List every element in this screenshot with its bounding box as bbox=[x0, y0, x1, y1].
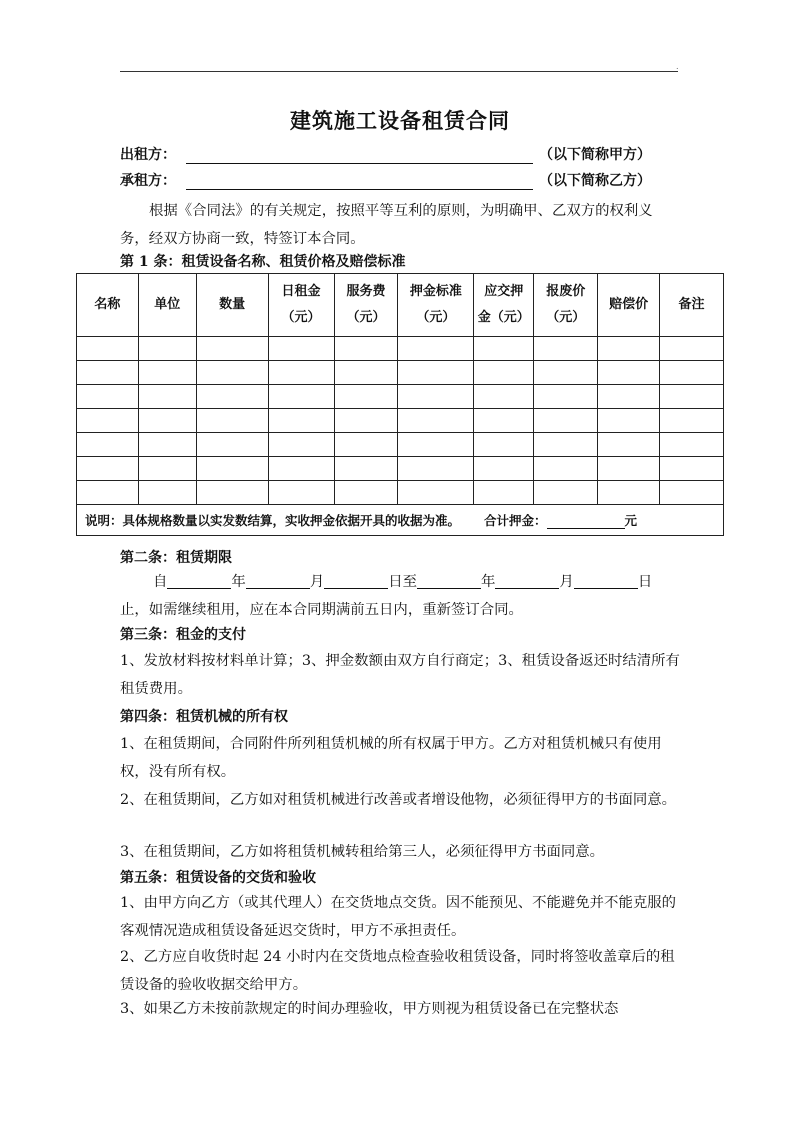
column-header-label: 押金标准 bbox=[409, 284, 462, 299]
table-note-row bbox=[77, 505, 724, 536]
column-header-label: 服务费 bbox=[346, 284, 386, 299]
table-cell[interactable] bbox=[534, 337, 598, 361]
lease-period-continuation: 止，如需继续租用，应在本合同期满前五日内，重新签订合同。 bbox=[120, 602, 523, 618]
table-cell[interactable] bbox=[334, 481, 398, 505]
table-cell[interactable] bbox=[474, 385, 534, 409]
lessor-suffix: （以下简称甲方） bbox=[539, 147, 651, 163]
column-header-label: 日租金 bbox=[281, 284, 321, 299]
table-cell[interactable] bbox=[138, 337, 196, 361]
table-cell[interactable] bbox=[77, 433, 139, 457]
table-cell[interactable] bbox=[398, 385, 474, 409]
column-header-unit: （元） bbox=[546, 310, 586, 325]
start-month-field[interactable] bbox=[246, 572, 310, 589]
table-cell[interactable] bbox=[534, 361, 598, 385]
article2-heading: 第二条：租赁期限 bbox=[120, 550, 232, 566]
table-cell[interactable] bbox=[598, 337, 660, 361]
table-cell[interactable] bbox=[474, 433, 534, 457]
table-cell[interactable] bbox=[474, 337, 534, 361]
table-cell[interactable] bbox=[474, 457, 534, 481]
table-cell[interactable] bbox=[77, 409, 139, 433]
column-header-label: 备注 bbox=[678, 297, 705, 312]
table-row bbox=[77, 457, 724, 481]
table-cell[interactable] bbox=[660, 433, 724, 457]
word-day-to: 日至 bbox=[388, 574, 418, 590]
table-note-text: 说明：具体规格数量以实发数结算，实收押金依据开具的收据为准。 bbox=[85, 513, 461, 528]
table-cell[interactable] bbox=[334, 361, 398, 385]
table-cell[interactable] bbox=[474, 481, 534, 505]
table-cell[interactable] bbox=[77, 457, 139, 481]
column-header bbox=[268, 274, 334, 337]
table-cell[interactable] bbox=[138, 361, 196, 385]
column-header-label: 报废价 bbox=[546, 284, 586, 299]
table-cell[interactable] bbox=[334, 433, 398, 457]
table-header-row bbox=[77, 274, 724, 337]
table-cell[interactable] bbox=[334, 385, 398, 409]
table-cell[interactable] bbox=[660, 361, 724, 385]
table-cell[interactable] bbox=[77, 481, 139, 505]
table-cell[interactable] bbox=[534, 385, 598, 409]
table-cell[interactable] bbox=[196, 385, 268, 409]
lease-period-line bbox=[120, 568, 680, 596]
table-cell[interactable] bbox=[334, 337, 398, 361]
table-cell[interactable] bbox=[268, 361, 334, 385]
deposit-total-field[interactable] bbox=[547, 514, 625, 529]
article5-item-1: 1、由甲方向乙方（或其代理人）在交货地点交货。因不能预见、不能避免并不能克服的客观情况造成租赁设备延迟交货时，甲方不承担责任。 bbox=[120, 895, 677, 939]
column-header bbox=[334, 274, 398, 337]
article3-text: 1、发放材料按材料单计算；3、押金数额由双方自行商定；3、租赁设备返还时结清所有租赁费用。 bbox=[120, 653, 680, 697]
column-header bbox=[196, 274, 268, 337]
table-cell[interactable] bbox=[474, 361, 534, 385]
column-header-label: 赔偿价 bbox=[609, 297, 649, 312]
article4-item-3: 3、在租赁期间，乙方如将租赁机械转租给第三人，必须征得甲方书面同意。 bbox=[120, 844, 605, 860]
document-title: 建筑施工设备租赁合同 bbox=[290, 108, 510, 133]
table-cell[interactable] bbox=[598, 481, 660, 505]
table-cell[interactable] bbox=[598, 409, 660, 433]
table-cell[interactable] bbox=[660, 409, 724, 433]
column-header-label: 名称 bbox=[94, 297, 121, 312]
table-cell[interactable] bbox=[196, 409, 268, 433]
header-rule bbox=[120, 71, 678, 72]
column-header bbox=[138, 274, 196, 337]
table-cell[interactable] bbox=[534, 481, 598, 505]
column-header-label: 单位 bbox=[154, 297, 181, 312]
column-header-unit: （元） bbox=[281, 310, 321, 325]
table-cell[interactable] bbox=[334, 457, 398, 481]
table-cell[interactable] bbox=[138, 481, 196, 505]
table-cell[interactable] bbox=[660, 385, 724, 409]
table-cell[interactable] bbox=[138, 409, 196, 433]
table-row bbox=[77, 433, 724, 457]
table-cell[interactable] bbox=[77, 337, 139, 361]
table-cell[interactable] bbox=[534, 457, 598, 481]
article5-item-3: 3、如果乙方未按前款规定的时间办理验收，甲方则视为租赁设备已在完整状态 bbox=[120, 1001, 619, 1017]
table-cell[interactable] bbox=[196, 481, 268, 505]
lessor-line bbox=[120, 144, 651, 166]
equipment-table bbox=[76, 273, 724, 536]
article4-item-1: 1、在租赁期间，合同附件所列租赁机械的所有权属于甲方。乙方对租赁机械只有使用权，没有所有权。 bbox=[120, 736, 662, 780]
intro-paragraph: 根据《合同法》的有关规定，按照平等互利的原则，为明确甲、乙双方的权利义务，经双方协商一致，特签订本合同。 bbox=[120, 203, 653, 247]
column-header bbox=[474, 274, 534, 337]
table-cell[interactable] bbox=[268, 337, 334, 361]
table-cell[interactable] bbox=[196, 337, 268, 361]
table-row bbox=[77, 361, 724, 385]
table-cell[interactable] bbox=[598, 433, 660, 457]
table-cell[interactable] bbox=[598, 457, 660, 481]
column-header bbox=[398, 274, 474, 337]
column-header-label: 数量 bbox=[219, 297, 246, 312]
column-header bbox=[598, 274, 660, 337]
table-cell[interactable] bbox=[660, 337, 724, 361]
table-cell[interactable] bbox=[196, 457, 268, 481]
table-cell[interactable] bbox=[598, 361, 660, 385]
table-row bbox=[77, 337, 724, 361]
word-year-1: 年 bbox=[231, 574, 246, 590]
article4-heading: 第四条：租赁机械的所有权 bbox=[120, 709, 288, 725]
table-cell[interactable] bbox=[196, 433, 268, 457]
table-cell[interactable] bbox=[474, 409, 534, 433]
lease-period-paragraph bbox=[120, 568, 680, 624]
word-from: 自 bbox=[153, 574, 168, 590]
deposit-total-label: 合计押金： bbox=[484, 513, 547, 528]
word-day-end: 日 bbox=[637, 574, 653, 590]
table-cell[interactable] bbox=[398, 409, 474, 433]
table-cell[interactable] bbox=[398, 433, 474, 457]
table-cell[interactable] bbox=[196, 361, 268, 385]
lessee-suffix: （以下简称乙方） bbox=[539, 173, 651, 189]
article3-heading: 第三条：租金的支付 bbox=[120, 627, 246, 643]
article5-item-2: 2、乙方应自收货时起 24 小时内在交货地点检查验收租赁设备，同时将签收盖章后的租赁设备的验收收据交给甲方。 bbox=[120, 949, 675, 993]
column-header-label: 应交押 bbox=[484, 284, 524, 299]
table-cell[interactable] bbox=[660, 481, 724, 505]
lessor-label: 出租方： bbox=[120, 147, 176, 163]
table-cell[interactable] bbox=[398, 457, 474, 481]
column-header bbox=[534, 274, 598, 337]
table-cell[interactable] bbox=[77, 385, 139, 409]
end-day-field[interactable] bbox=[574, 572, 638, 589]
table-cell[interactable] bbox=[398, 481, 474, 505]
column-header bbox=[660, 274, 724, 337]
lessee-name-field[interactable] bbox=[186, 173, 533, 190]
table-cell[interactable] bbox=[268, 433, 334, 457]
table-cell[interactable] bbox=[138, 385, 196, 409]
column-header-unit: （元） bbox=[346, 310, 386, 325]
table-row bbox=[77, 409, 724, 433]
table-cell[interactable] bbox=[534, 433, 598, 457]
lessee-line bbox=[120, 170, 651, 192]
table-note-cell bbox=[77, 505, 724, 536]
table-cell[interactable] bbox=[660, 457, 724, 481]
start-day-field[interactable] bbox=[324, 572, 388, 589]
table-cell[interactable] bbox=[598, 385, 660, 409]
table-cell[interactable] bbox=[334, 409, 398, 433]
article5-heading: 第五条：租赁设备的交货和验收 bbox=[120, 870, 316, 886]
table-cell[interactable] bbox=[138, 457, 196, 481]
lessor-name-field[interactable] bbox=[186, 147, 533, 164]
lessee-label: 承租方： bbox=[120, 173, 176, 189]
table-cell[interactable] bbox=[268, 481, 334, 505]
table-row bbox=[77, 481, 724, 505]
article4-item-2: 2、在租赁期间，乙方如对租赁机械进行改善或者增设他物，必须征得甲方的书面同意。 bbox=[120, 792, 677, 808]
end-year-field[interactable] bbox=[417, 572, 481, 589]
word-year-2: 年 bbox=[481, 574, 496, 590]
table-cell[interactable] bbox=[268, 409, 334, 433]
table-row bbox=[77, 385, 724, 409]
table-cell[interactable] bbox=[398, 337, 474, 361]
table-cell[interactable] bbox=[534, 409, 598, 433]
table-cell[interactable] bbox=[268, 385, 334, 409]
article1-heading: 第 1 条：租赁设备名称、租赁价格及赔偿标准 bbox=[120, 254, 406, 270]
start-year-field[interactable] bbox=[167, 572, 231, 589]
table-cell[interactable] bbox=[77, 361, 139, 385]
header-mark: . bbox=[676, 62, 679, 71]
table-cell[interactable] bbox=[268, 457, 334, 481]
table-cell[interactable] bbox=[138, 433, 196, 457]
deposit-total-unit: 元 bbox=[624, 513, 638, 528]
word-month-2: 月 bbox=[559, 574, 574, 590]
column-header-unit: （元） bbox=[416, 310, 456, 325]
column-header bbox=[77, 274, 139, 337]
column-header-unit: 金（元） bbox=[477, 310, 530, 325]
table-cell[interactable] bbox=[398, 361, 474, 385]
end-month-field[interactable] bbox=[495, 572, 559, 589]
word-month-1: 月 bbox=[309, 574, 325, 590]
